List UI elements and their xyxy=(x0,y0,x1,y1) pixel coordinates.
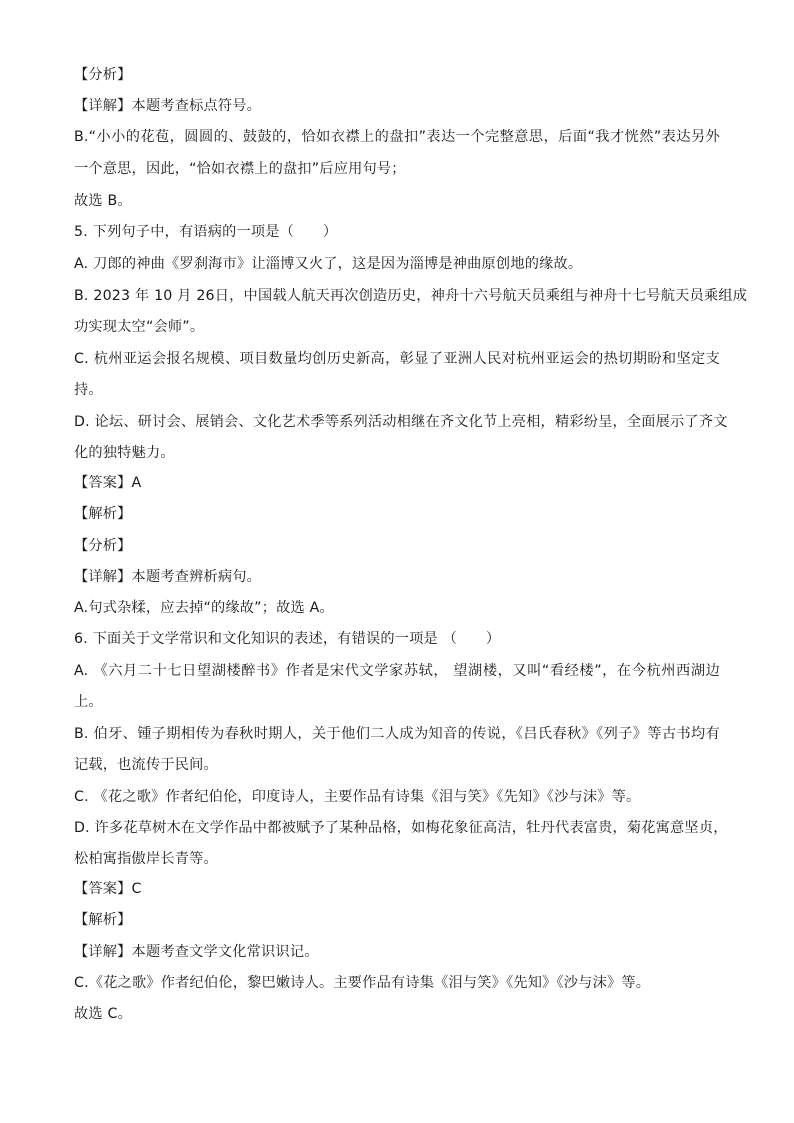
section-analysis-heading: 【分析】 xyxy=(74,67,132,83)
question-5-stem: 5. 下列句子中，有语病的一项是（ ） xyxy=(74,224,338,240)
explanation-line: B.“小小的花苞，圆圆的、鼓鼓的，恰如衣襟上的盘扣”表达一个完整意思，后面“我才恍然”表达另外 xyxy=(74,129,720,145)
detail-line: 【详解】本题考查辨析病句。 xyxy=(74,569,262,585)
answer-line: 【答案】A xyxy=(74,475,142,491)
detail-line: 【详解】本题考查文学文化常识识记。 xyxy=(74,944,319,960)
explanation-line: 一个意思，因此，“恰如衣襟上的盘扣”后应用句号； xyxy=(74,161,406,177)
answer-choice-line: 故选 C。 xyxy=(74,1006,132,1022)
question-5-option-b: B. 2023 年 10 月 26日，中国载人航天再次创造历史，神舟十六号航天员乘组与神舟十七号航天员乘组成 xyxy=(74,288,748,304)
question-6-option-a-cont: 上。 xyxy=(74,694,103,710)
section-solution-heading: 【解析】 xyxy=(74,506,132,522)
question-6-option-d: D. 许多花草树木在文学作品中都被赋予了某种品格，如梅花象征高洁，牡丹代表富贵，菊花寓意坚贞， xyxy=(74,820,728,836)
question-5-option-c-cont: 持。 xyxy=(74,382,103,398)
answer-choice-line: 故选 B。 xyxy=(74,193,132,209)
question-6-option-d-cont: 松柏寓指傲岸长青等。 xyxy=(74,851,218,867)
question-5-option-d-cont: 化的独特魅力。 xyxy=(74,445,175,461)
question-6-stem: 6. 下面关于文学常识和文化知识的表述，有错误的一项是 （ ） xyxy=(74,631,501,647)
question-5-option-b-cont: 功实现太空“会师”。 xyxy=(74,319,205,335)
question-5-option-a: A. 刀郎的神曲《罗刹海市》让淄博又火了，这是因为淄博是神曲原创地的缘故。 xyxy=(74,256,583,272)
question-5-option-d: D. 论坛、研讨会、展销会、文化艺术季等系列活动相继在齐文化节上亮相，精彩纷呈，全面展示了齐文 xyxy=(74,414,728,430)
explanation-line: A.句式杂糅，应去掉“的缘故”；故选 A。 xyxy=(74,600,334,616)
section-solution-heading: 【解析】 xyxy=(74,912,132,928)
question-6-option-c: C. 《花之歌》作者纪伯伦，印度诗人，主要作品有诗集《泪与笑》《先知》《沙与沫》等。 xyxy=(74,789,641,805)
detail-line: 【详解】本题考查标点符号。 xyxy=(74,98,262,114)
question-6-option-b-cont: 记载，也流传于民间。 xyxy=(74,757,218,773)
question-6-option-b: B. 伯牙、锺子期相传为春秋时期人，关于他们二人成为知音的传说，《吕氏春秋》《列子》等古书均有 xyxy=(74,726,720,742)
explanation-line: C.《花之歌》作者纪伯伦，黎巴嫩诗人。主要作品有诗集《泪与笑》《先知》《沙与沫》等。 xyxy=(74,975,651,991)
question-5-option-c: C. 杭州亚运会报名规模、项目数量均创历史新高，彰显了亚洲人民对杭州亚运会的热切期盼和坚定支 xyxy=(74,351,720,367)
question-6-option-a: A. 《六月二十七日望湖楼醉书》作者是宋代文学家苏轼， 望湖楼，又叫“看经楼”，在今杭州西湖边 xyxy=(74,663,720,679)
section-analysis-heading: 【分析】 xyxy=(74,538,132,554)
answer-line: 【答案】C xyxy=(74,881,142,897)
